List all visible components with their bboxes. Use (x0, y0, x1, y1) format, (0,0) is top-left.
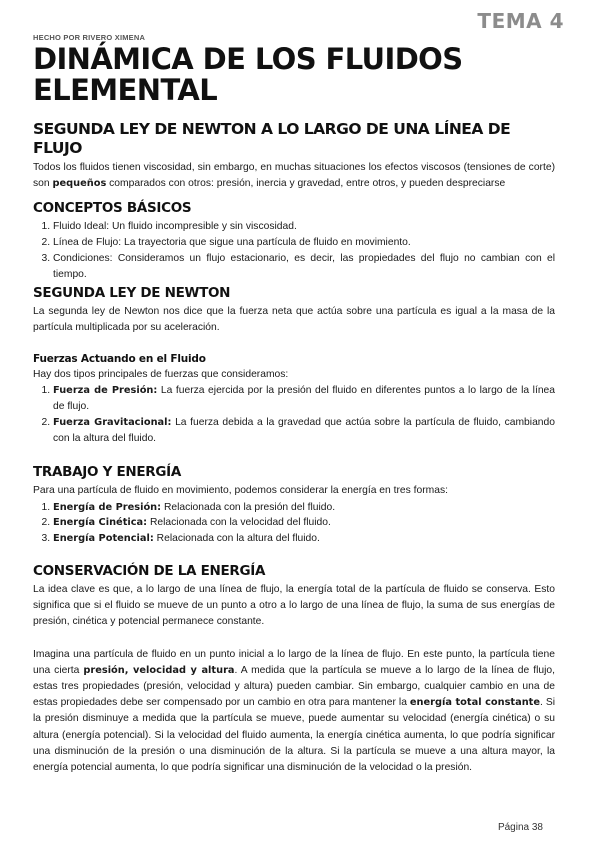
fuerzas-list (33, 383, 555, 446)
intro-text-a: Todos los fluidos tienen viscosidad, sin embargo, en muchas situaciones los efectos viscosos (tensiones de corte) son (33, 162, 555, 190)
list-item: 2. Línea de Flujo: La trayectoria que sigue una partícula de fluido en movimiento. (53, 235, 555, 251)
list-item (53, 531, 555, 547)
paragraph-text: Imagina una partícula de fluido en un punto inicial a lo largo de la línea de flujo. En este punto, la partícula tiene una cierta (33, 648, 555, 676)
list-item-text: La fuerza ejercida por la presión del fluido en diferentes puntos a lo largo de la línea de flujo. (53, 385, 555, 412)
list-item (53, 515, 555, 531)
section-heading-conceptos: CONCEPTOS BÁSICOS (33, 200, 192, 217)
list-item: 3. Condiciones: Consideramos un flujo estacionario, es decir, las propiedades del flujo no cambian con el tiempo. (53, 251, 555, 283)
author-label: HECHO POR RIVERO XIMENA (33, 33, 146, 42)
fuerzas-intro: Hay dos tipos principales de fuerzas que consideramos: (33, 369, 289, 380)
document-body (33, 44, 555, 776)
list-item: 1. Fluido Ideal: Un fluido incompresible y sin viscosidad. (53, 219, 555, 235)
paragraph-text: . Si la presión disminuye a medida que la partícula se mueve, puede aumentar su velocidad (energía cinética) o su altura (energía potencial). Si la velocidad del fluido aumenta, la energía cinética aumenta, lo que podría significar una disminución de la presión o una disminución de la altura. Si la partícula se mueve a una altura mayor, la energía potencial aumenta, lo que podría significar una disminución de la velocidad o la presión. (33, 697, 555, 774)
list-item-text: La fuerza debida a la gravedad que actúa sobre la partícula de fluido, cambiando con la altura del fluido. (53, 416, 555, 444)
list-item-text: Relacionada con la presión del fluido. (161, 501, 336, 513)
page-title (33, 44, 555, 106)
list-item-bold: Energía Potencial: (53, 533, 154, 545)
paragraph-bold: energía total constante (409, 697, 541, 709)
conceptos-list (33, 219, 555, 282)
conservacion-paragraph-2 (33, 647, 555, 777)
paragraph-bold: presión, velocidad y altura (83, 664, 235, 676)
section-heading-trabajo: TRABAJO Y ENERGÍA (33, 464, 182, 481)
conservacion-paragraph-1: La idea clave es que, a lo largo de una línea de flujo, la energía total de la partícula de fluido se conserva. Esto significa que si el fluido se mueve de un punto a otro a lo largo de una línea de flujo, la suma de sus energías de presión, cinética y potencial permanece constante. (33, 583, 555, 628)
newton-paragraph: La segunda ley de Newton nos dice que la fuerza neta que actúa sobre una partícula es igual a la masa de la partícula multiplicada por su aceleración. (33, 305, 555, 333)
list-item-bold: Fuerza Gravitacional: (53, 416, 172, 428)
list-item-bold: Fuerza de Presión: (53, 385, 158, 397)
list-item-text: Relacionada con la velocidad del fluido. (147, 517, 331, 529)
list-item (53, 415, 555, 447)
section-heading-newton-linea-flujo: SEGUNDA LEY DE NEWTON A LO LARGO DE UNA LÍNEA DE FLUJO (33, 120, 511, 157)
list-item (53, 500, 555, 516)
intro-paragraph (33, 160, 555, 192)
page-number: Página 38 (497, 822, 543, 833)
title-line-1: DINÁMICA DE LOS FLUIDOS (33, 42, 463, 76)
paragraph-text: . A medida que la partícula se mueve a lo largo de la línea de flujo, estas tres propiedades (presión, velocidad y altura) pueden cambiar. Sin embargo, cualquier cambio en una de estas propiedades debe ser compensado por un cambio en otra para mantener la (33, 664, 555, 709)
paragraph-gap (33, 631, 555, 647)
list-item-bold: Energía Cinética: (53, 517, 148, 529)
list-item-text: Relacionada con la altura del fluido. (153, 533, 320, 545)
intro-text-b: comparados con otros: presión, inercia y gravedad, entre otros, y pueden despreciarse (106, 178, 506, 190)
list-item (53, 383, 555, 415)
list-item-bold: Energía de Presión: (53, 501, 162, 513)
subheading-fuerzas: Fuerzas Actuando en el Fluido (33, 353, 206, 365)
intro-text-bold: pequeños (52, 178, 107, 190)
title-line-2: ELEMENTAL (33, 73, 218, 107)
trabajo-intro: Para una partícula de fluido en movimiento, podemos considerar la energía en tres formas: (33, 485, 448, 497)
topic-label: TEMA 4 (477, 9, 564, 33)
trabajo-list (33, 500, 555, 547)
section-heading-segunda-ley: SEGUNDA LEY DE NEWTON (33, 284, 231, 301)
section-heading-conservacion: CONSERVACIÓN DE LA ENERGÍA (33, 562, 266, 579)
